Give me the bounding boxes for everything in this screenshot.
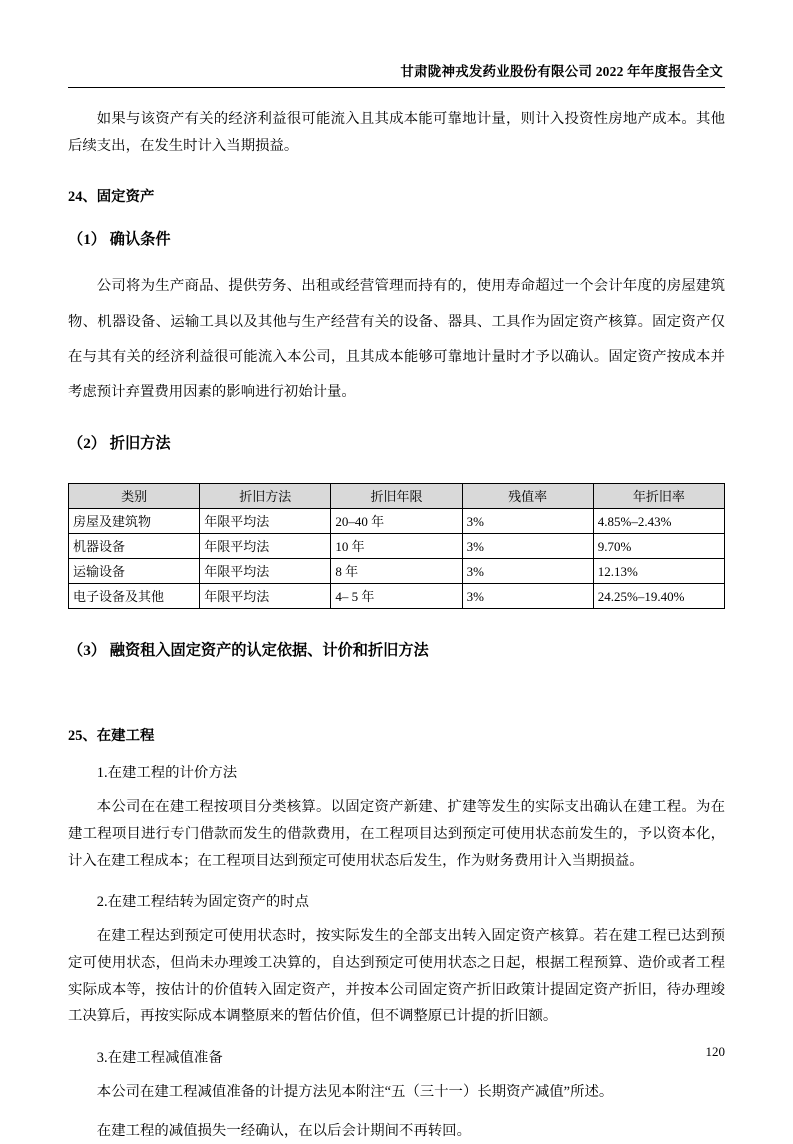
col-residual: 残值率: [462, 484, 593, 509]
section-24-item-1-paragraph: 公司将为生产商品、提供劳务、出租或经营管理而持有的，使用寿命超过一个会计年度的房屋建筑物、机器设备、运输工具以及其他与生产经营有关的设备、器具、工具作为固定资产核算。固定资产仅在与其有关的经济利益很可能流入本公司，且其成本能够可靠地计量时才予以确认。固定资产按成本并考虑预计弃置费用因素的影响进行初始计量。: [68, 278, 725, 401]
cell-method: 年限平均法: [200, 559, 331, 584]
section-25-sub-2-paragraph: 在建工程达到预定可使用状态时，按实际发生的全部支出转入固定资产核算。若在建工程已达到预定可使用状态，但尚未办理竣工决算的，自达到预定可使用状态之日起，根据工程预算、造价或者工程实际成本等，按估计的价值转入固定资产，并按本公司固定资产折旧政策计提固定资产折旧，待办理竣工决算后，再按实际成本调整原来的暂估价值，但不调整原已计提的折旧额。: [68, 928, 725, 1025]
cell-category: 运输设备: [69, 559, 200, 584]
cell-life: 10 年: [331, 534, 462, 559]
col-rate: 年折旧率: [593, 484, 724, 509]
col-category: 类别: [69, 484, 200, 509]
section-25-sub-3-paragraph-1: 本公司在建工程减值准备的计提方法见本附注“五（三十一）长期资产减值”所述。: [96, 1083, 614, 1100]
page-header: 甘肃陇神戎发药业股份有限公司 2022 年年度报告全文: [400, 64, 723, 79]
section-24-item-3-title: （3） 融资租入固定资产的认定依据、计价和折旧方法: [68, 642, 429, 660]
section-25-sub-1-title: 1.在建工程的计价方法: [96, 765, 238, 782]
table-row: [69, 559, 725, 584]
cell-residual: 3%: [462, 534, 593, 559]
table-row: [69, 534, 725, 559]
cell-method: 年限平均法: [200, 534, 331, 559]
cell-rate: 12.13%: [593, 559, 724, 584]
cell-method: 年限平均法: [200, 509, 331, 534]
cell-rate: 9.70%: [593, 534, 724, 559]
cell-residual: 3%: [462, 559, 593, 584]
depreciation-table: [68, 483, 725, 609]
section-25-sub-3-title: 3.在建工程减值准备: [96, 1049, 223, 1066]
cell-method: 年限平均法: [200, 584, 331, 609]
section-25-sub-2-title: 2.在建工程结转为固定资产的时点: [96, 894, 310, 911]
cell-rate: 24.25%–19.40%: [593, 584, 724, 609]
col-life: 折旧年限: [331, 484, 462, 509]
cell-category: 电子设备及其他: [69, 584, 200, 609]
cell-rate: 4.85%–2.43%: [593, 509, 724, 534]
intro-paragraph: 如果与该资产有关的经济利益很可能流入且其成本能可靠地计量，则计入投资性房地产成本。其他后续支出，在发生时计入当期损益。: [68, 111, 725, 154]
page-number: 120: [705, 1044, 725, 1059]
table-header-row: [69, 484, 725, 509]
col-method: 折旧方法: [200, 484, 331, 509]
section-24-title: 24、固定资产: [68, 189, 155, 206]
section-25-sub-1-paragraph: 本公司在在建工程按项目分类核算。以固定资产新建、扩建等发生的实际支出确认在建工程。为在建工程项目进行专门借款而发生的借款费用，在工程项目达到预定可使用状态前发生的，予以资本化，计入在建工程成本；在工程项目达到预定可使用状态后发生，作为财务费用计入当期损益。: [68, 799, 725, 869]
section-25-title: 25、在建工程: [68, 728, 155, 745]
cell-residual: 3%: [462, 584, 593, 609]
section-25-sub-3-paragraph-2: 在建工程的减值损失一经确认，在以后会计期间不再转回。: [96, 1122, 471, 1139]
cell-category: 房屋及建筑物: [69, 509, 200, 534]
cell-life: 20–40 年: [331, 509, 462, 534]
cell-life: 4– 5 年: [331, 584, 462, 609]
header-divider: [68, 87, 725, 88]
table-row: [69, 584, 725, 609]
cell-category: 机器设备: [69, 534, 200, 559]
section-24-item-1-title: （1） 确认条件: [68, 231, 171, 249]
cell-residual: 3%: [462, 509, 593, 534]
table-row: [69, 509, 725, 534]
cell-life: 8 年: [331, 559, 462, 584]
section-24-item-2-title: （2） 折旧方法: [68, 435, 171, 453]
